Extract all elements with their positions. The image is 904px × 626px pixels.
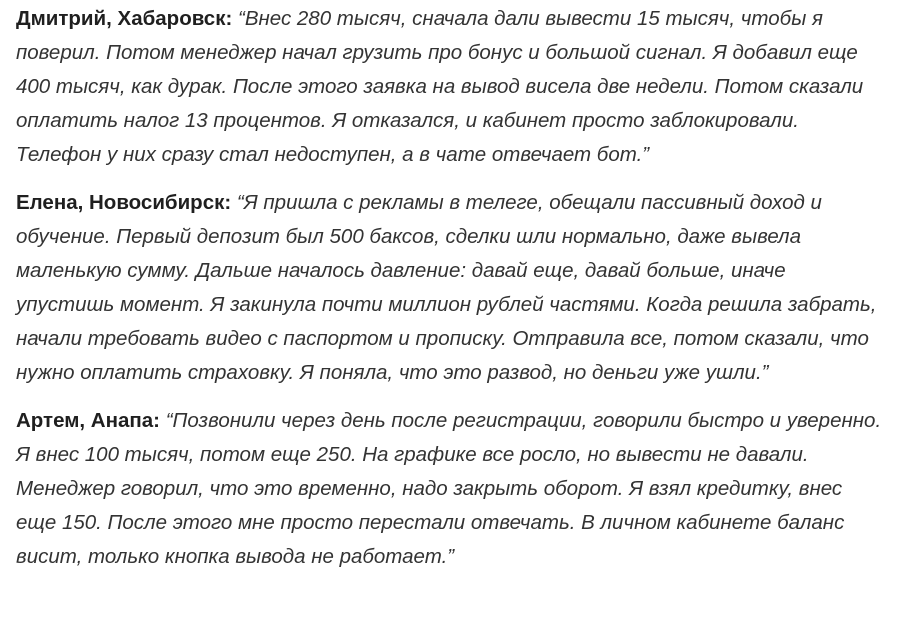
testimonial-dmitry — [16, 2, 888, 172]
testimonial-quote: “Позвонили через день после регистрации, говорили быстро и уверенно. Я внес 100 тысяч, потом еще 250. На графике все росло, но вывести не давали. Менеджер говорил, что это временно, надо закрыть оборот. Я взял кредитку, внес еще 150. После этого мне просто перестали отвечать. В личном кабинете баланс висит, только кнопка вывода не работает.” — [16, 409, 882, 568]
testimonial-elena — [16, 186, 888, 390]
testimonial-quote: “Я пришла с рекламы в телеге, обещали пассивный доход и обучение. Первый депозит был 500 баксов, сделки шли нормально, даже вывела маленькую сумму. Дальше началось давление: давай еще, давай больше, иначе упустишь момент. Я закинула почти миллион рублей частями. Когда решила забрать, начали требовать видео с паспортом и прописку. Отправила все, потом сказали, что нужно оплатить страховку. Я поняла, что это развод, но деньги уже ушли.” — [16, 191, 877, 384]
testimonial-author: Дмитрий, Хабаровск: — [16, 7, 233, 30]
testimonial-artem — [16, 404, 888, 574]
testimonial-quote: “Внес 280 тысяч, сначала дали вывести 15 тысяч, чтобы я поверил. Потом менеджер начал грузить про бонус и большой сигнал. Я добавил еще 400 тысяч, как дурак. После этого заявка на вывод висела две недели. Потом сказали оплатить налог 13 процентов. Я отказался, и кабинет просто заблокировали. Телефон у них сразу стал недоступен, а в чате отвечает бот.” — [16, 7, 864, 166]
testimonial-author: Елена, Новосибирск: — [16, 191, 232, 214]
testimonial-author: Артем, Анапа: — [16, 409, 160, 432]
